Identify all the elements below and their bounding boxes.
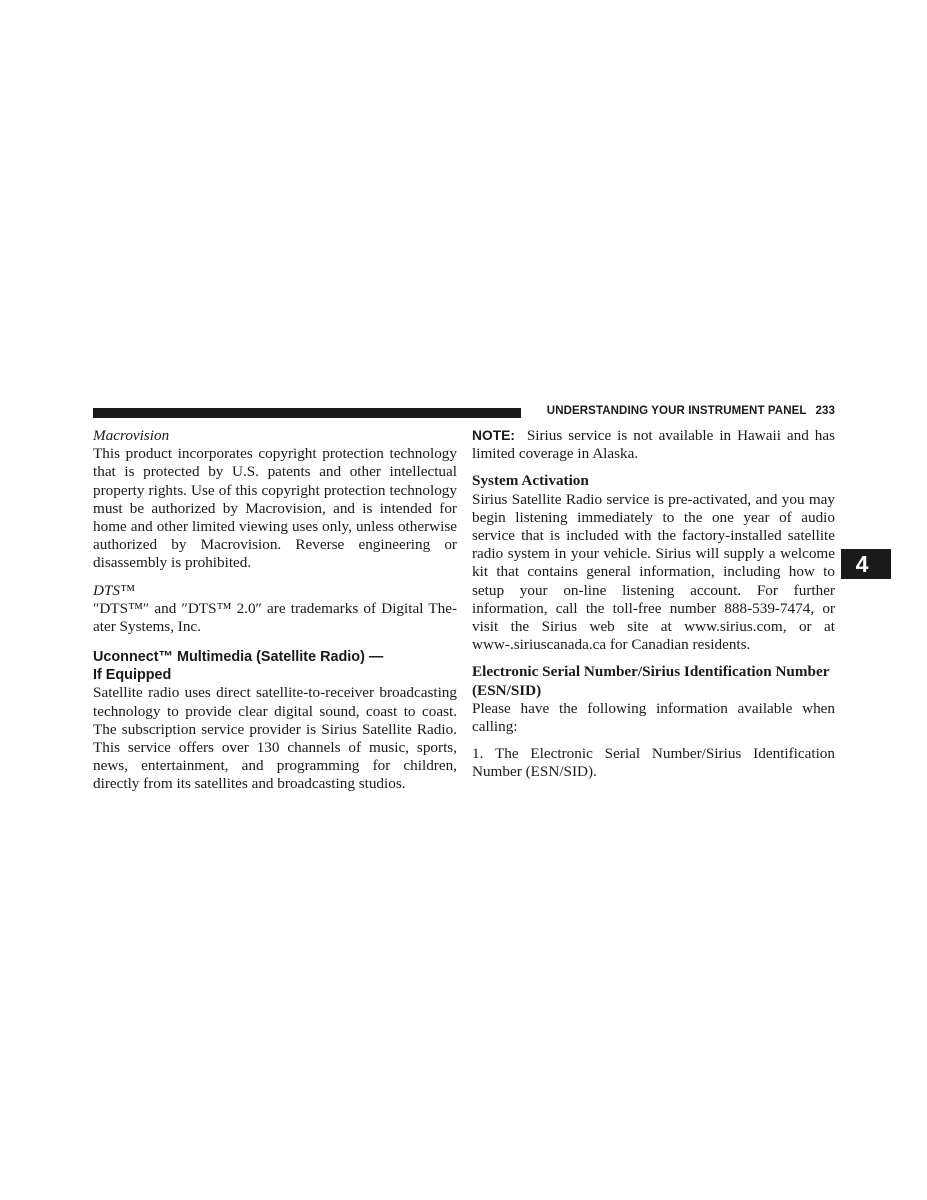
activation-paragraph: Sirius Satellite Radio service is pre-activated, and you may begin listening immediately to the one year of audio service that is included with the factory-installed satellite radio system in your vehicle. Sirius will supply a welcome kit that contains general information, including how to setup your on-line listening account. For further information, call the toll-free number 888-539-7474, or visit the Sirius web site at www.sirius.com, or at www-.siriuscanada.ca for Canadian residents. [472, 490, 835, 654]
left-column [93, 427, 457, 794]
page-number: 233 [815, 405, 835, 417]
esn-list-item: 1. The Electronic Serial Number/Sirius Identification Number (ESN/SID). [472, 745, 835, 781]
header-rule [93, 408, 521, 418]
section-title: UNDERSTANDING YOUR INSTRUMENT PANEL [546, 405, 807, 417]
running-header [529, 405, 835, 417]
chapter-tab: 4 [841, 549, 891, 579]
note-paragraph [472, 427, 835, 463]
esn-heading: Electronic Serial Number/Sirius Identification Number (ESN/SID) [472, 663, 830, 699]
uconnect-paragraph: Satellite radio uses direct satellite-to-receiver broadcasting technology to provide clear digital sound, coast to coast. The subscription service provider is Sirius Satellite Radio. This service offers over 130 channels of music, sports, news, entertainment, and programming for children, directly from its satellites and broadcasting studios. [93, 684, 457, 793]
macrovision-heading: Macrovision [93, 427, 170, 444]
esn-paragraph: Please have the following information available when calling: [472, 699, 835, 736]
macrovision-paragraph: This product incorporates copyright protection technology that is protected by U.S. patents and other intellectual property rights. Use of this copyright protection technology must be authorized by Macrovision, and is intended for home and other limited viewing uses only, unless otherwise authorized by Macrovision. Reverse engineering or disassembly is prohibited. [93, 445, 457, 572]
activation-heading: System Activation [472, 472, 589, 490]
uconnect-heading-line2: If Equipped [93, 666, 172, 683]
uconnect-heading-line1: Uconnect™ Multimedia (Satellite Radio) — [93, 649, 384, 666]
note-label: NOTE: [472, 428, 515, 443]
dts-heading: DTS™ [93, 581, 135, 599]
right-column [472, 427, 835, 782]
note-text: Sirius service is not available in Hawaii and has limited coverage in Alaska. [472, 427, 835, 463]
dts-paragraph: ″DTS™″ and ″DTS™ 2.0″ are trademarks of Digital Theater Systems, Inc. [93, 599, 457, 636]
